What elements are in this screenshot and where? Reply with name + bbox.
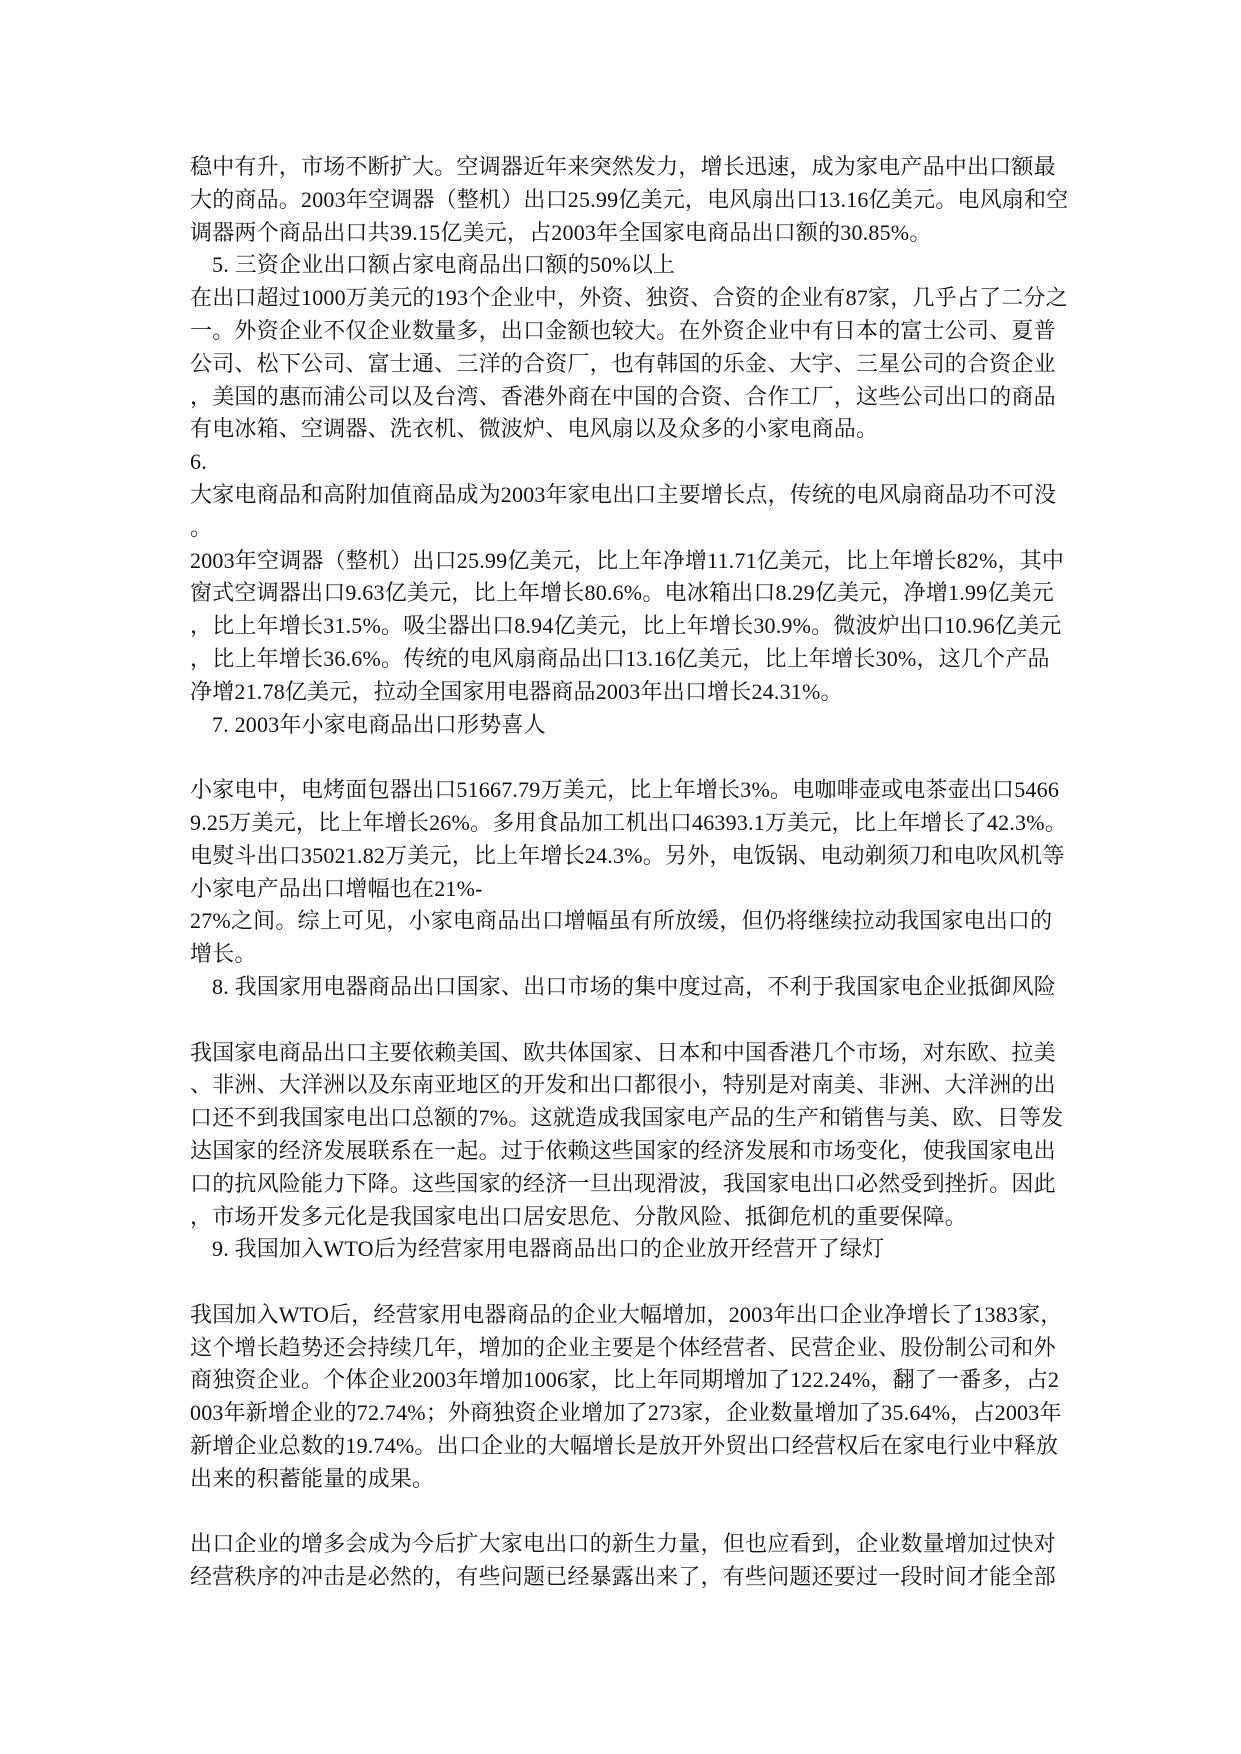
document-body <box>190 151 1090 1594</box>
section-heading: 8. 我国家用电器商品出口国家、出口市场的集中度过高，不利于我国家电企业抵御风险 <box>212 973 1057 999</box>
body-text-line: 我国加入WTO后，经营家用电器商品的企业大幅增加，2003年出口企业净增长了1383家， <box>190 1301 1063 1327</box>
body-text-line: 9.25万美元，比上年增长26%。多用食品加工机出口46393.1万美元，比上年增长了42.3%。 <box>190 809 1067 835</box>
intro-paragraph <box>190 151 1090 249</box>
body-text-line: ，比上年增长36.6%。传统的电风扇商品出口13.16亿美元，比上年增长30%，这几个产品 <box>190 645 1050 671</box>
body-text-line: 003年新增企业的72.74%；外商独资企业增加了273家，企业数量增加了35.64%，占2003年 <box>190 1400 1062 1426</box>
section-heading: 5. 三资企业出口额占家电商品出口额的50%以上 <box>212 252 676 278</box>
body-text-line: 经营秩序的冲击是必然的，有些问题已经暴露出来了，有些问题还要过一段时间才能全部 <box>190 1564 1056 1590</box>
section-paragraph <box>190 282 1090 446</box>
body-text-line: 稳中有升，市场不断扩大。空调器近年来突然发力，增长迅速，成为家电产品中出口额最 <box>190 154 1056 179</box>
body-text-line: ，比上年增长31.5%。吸尘器出口8.94亿美元，比上年增长30.9%。微波炉出口10.96亿美元 <box>190 613 1062 639</box>
body-text-line: 、非洲、大洋洲以及东南亚地区的开发和出口都很小，特别是对南美、非洲、大洋洲的出 <box>190 1072 1056 1098</box>
section-7 <box>190 709 1090 971</box>
body-text-line: 大的商品。2003年空调器（整机）出口25.99亿美元，电风扇出口13.16亿美元。电风扇和空 <box>190 186 1069 212</box>
section-heading: 7. 2003年小家电商品出口形势喜人 <box>212 711 546 737</box>
body-text-line: 电熨斗出口35021.82万美元，比上年增长24.3%。另外，电饭锅、电动剃须刀和电吹风机等 <box>190 842 1065 868</box>
body-text-line: 27%之间。综上可见，小家电商品出口增幅虽有所放缓，但仍将继续拉动我国家电出口的 <box>190 908 1053 934</box>
body-text-line: 小家电产品出口增幅也在21%- <box>190 875 483 901</box>
body-text-line: 有电冰箱、空调器、洗衣机、微波炉、电风扇以及众多的小家电商品。 <box>190 416 879 442</box>
body-text-line: 这个增长趋势还会持续几年，增加的企业主要是个体经营者、民营企业、股份制公司和外 <box>190 1334 1056 1360</box>
body-text-line: 出来的积蓄能量的成果。 <box>190 1465 435 1491</box>
body-text-line: 我国家电商品出口主要依赖美国、欧共体国家、日本和中国香港几个市场，对东欧、拉美 <box>190 1039 1056 1065</box>
section-8 <box>190 971 1090 1233</box>
section-title-line: 。 <box>190 514 213 540</box>
body-text-line: 增长。 <box>190 941 257 967</box>
body-text-line: 达国家的经济发展联系在一起。过于依赖这些国家的经济发展和市场变化，使我国家电出 <box>190 1137 1056 1163</box>
body-text-line: 口还不到我国家电出口总额的7%。这就造成我国家电产品的生产和销售与美、欧、日等发 <box>190 1105 1064 1131</box>
body-text-line: 商独资企业。个体企业2003年增加1006家，比上年同期增加了122.24%，翻了一番多，占2 <box>190 1367 1060 1393</box>
body-text-line: 口的抗风险能力下降。这些国家的经济一旦出现滑波，我国家电出口必然受到挫折。因此 <box>190 1170 1056 1196</box>
body-text-line: ，美国的惠而浦公司以及台湾、香港外商在中国的合资、合作工厂，这些公司出口的商品 <box>190 383 1056 409</box>
body-text-line: 净增21.78亿美元，拉动全国家用电器商品2003年出口增长24.31%。 <box>190 678 843 704</box>
section-6 <box>190 446 1090 708</box>
body-text-line: ，市场开发多元化是我国家电出口居安思危、分散风险、抵御危机的重要保障。 <box>190 1203 968 1229</box>
section-5 <box>190 249 1090 446</box>
section-paragraph <box>190 774 1090 971</box>
section-paragraph <box>190 1299 1090 1496</box>
section-paragraph <box>190 1037 1090 1234</box>
body-text-line: 一。外资企业不仅企业数量多，出口金额也较大。在外资企业中有日本的富士公司、夏普 <box>190 317 1056 343</box>
section-paragraph <box>190 1528 1090 1594</box>
section-heading: 6. <box>190 449 207 475</box>
body-text-line: 小家电中，电烤面包器出口51667.79万美元，比上年增长3%。电咖啡壶或电茶壶出口5466 <box>190 777 1060 803</box>
section-heading: 9. 我国加入WTO后为经营家用电器商品出口的企业放开经营开了绿灯 <box>212 1236 885 1262</box>
body-text-line: 窗式空调器出口9.63亿美元，比上年增长80.6%。电冰箱出口8.29亿美元，净增1.99亿美元 <box>190 580 1054 606</box>
section-paragraph <box>190 545 1090 709</box>
body-text-line: 公司、松下公司、富士通、三洋的合资厂，也有韩国的乐金、大宇、三星公司的合资企业 <box>190 350 1056 376</box>
body-text-line: 在出口超过1000万美元的193个企业中，外资、独资、合资的企业有87家，几乎占了二分之 <box>190 285 1068 311</box>
body-text-line: 出口企业的增多会成为今后扩大家电出口的新生力量，但也应看到，企业数量增加过快对 <box>190 1531 1056 1557</box>
section-9 <box>190 1233 1090 1594</box>
body-text-line: 新增企业总数的19.74%。出口企业的大幅增长是放开外贸出口经营权后在家电行业中释放 <box>190 1433 1059 1459</box>
body-text-line: 2003年空调器（整机）出口25.99亿美元，比上年净增11.71亿美元，比上年增长82%，其中 <box>190 547 1065 573</box>
section-title-line: 大家电商品和高附加值商品成为2003年家电出口主要增长点，传统的电风扇商品功不可没 <box>190 481 1057 507</box>
body-text-line: 调器两个商品出口共39.15亿美元，占2003年全国家电商品出口额的30.85%。 <box>190 219 932 245</box>
